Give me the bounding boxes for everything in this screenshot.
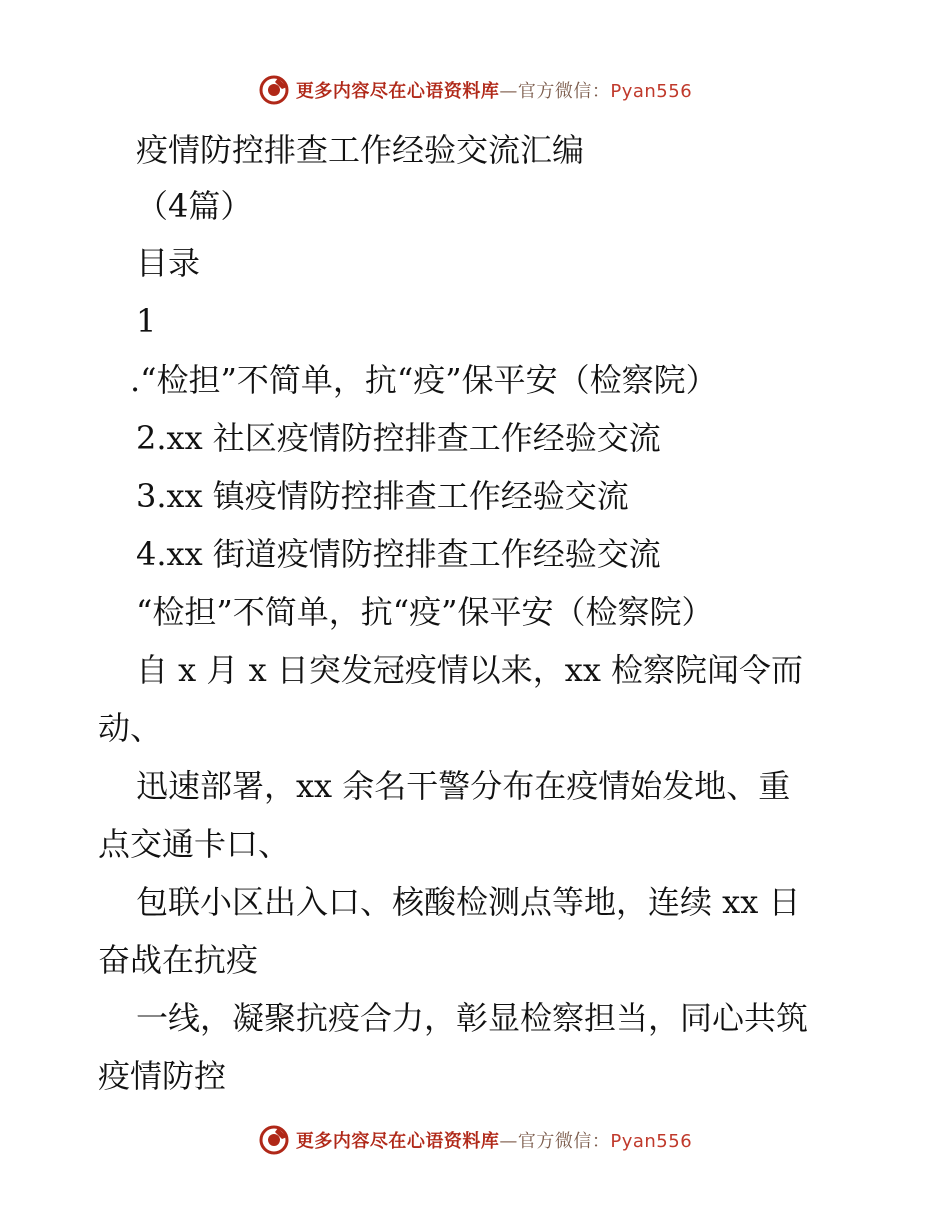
paragraph-line: 迅速部署，xx 余名干警分布在疫情始发地、重 [136,767,791,805]
doc-title: 疫情防控排查工作经验交流汇编 [136,131,585,169]
toc-heading: 目录 [136,244,201,282]
pen-logo-icon [258,1124,290,1156]
toc-item-3: 3.xx 镇疫情防控排查工作经验交流 [136,477,629,515]
paragraph-line: 疫情防控 [98,1057,227,1095]
header-watermark [0,70,950,110]
paragraph-line: 动、 [98,709,163,747]
paragraph-line: 点交通卡口、 [98,825,291,863]
paragraph-line: 奋战在抗疫 [98,941,259,979]
watermark-text: 更多内容尽在心语资料库—官方微信：Pyan556 [295,1131,693,1152]
paragraph-line: 包联小区出入口、核酸检测点等地，连续 xx 日 [136,883,801,921]
paragraph-line: 一线，凝聚抗疫合力，彰显检察担当，同心共筑 [136,999,809,1037]
paragraph-line: 自 x 月 x 日突发冠疫情以来，xx 检察院闻令而 [136,651,804,689]
watermark-text: 更多内容尽在心语资料库—官方微信：Pyan556 [295,81,693,102]
toc-number: 1 [136,302,157,340]
pen-logo-icon [258,74,290,106]
doc-subtitle: （4篇） [136,187,253,225]
section-heading: “检担”不简单，抗“疫”保平安（检察院） [136,593,714,631]
toc-item-1: .“检担”不简单，抗“疫”保平安（检察院） [130,361,718,399]
toc-item-2: 2.xx 社区疫情防控排查工作经验交流 [136,419,661,457]
footer-watermark [0,1120,950,1160]
toc-item-4: 4.xx 街道疫情防控排查工作经验交流 [136,535,661,573]
